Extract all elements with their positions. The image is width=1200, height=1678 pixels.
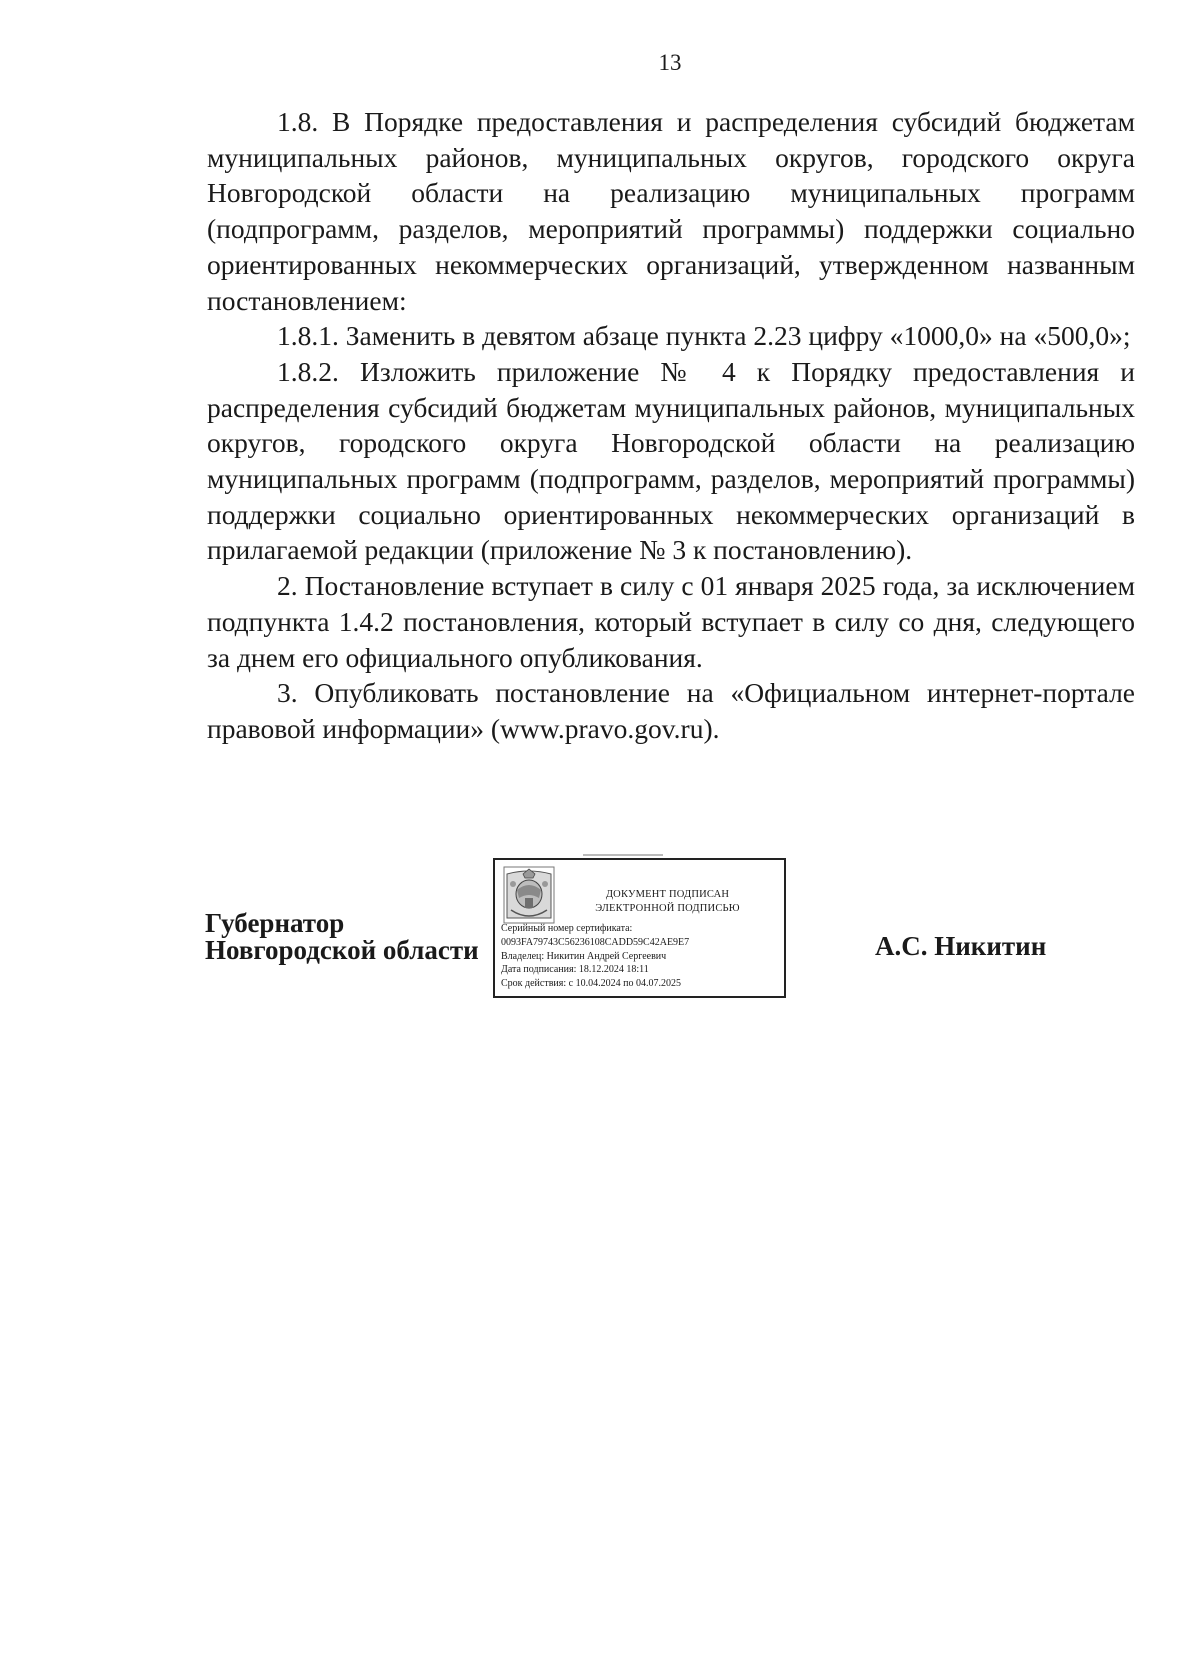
- stamp-validity: Срок действия: с 10.04.2024 по 04.07.2025: [501, 978, 681, 990]
- electronic-signature-stamp: [493, 858, 786, 998]
- signatory-position-line1: Губернатор: [205, 908, 345, 938]
- stamp-owner: Владелец: Никитин Андрей Сергеевич: [501, 950, 667, 962]
- signature-block: [0, 858, 1200, 1008]
- stamp-header-line2: ЭЛЕКТРОННОЙ ПОДПИСЬЮ: [595, 903, 740, 914]
- paragraph-1-8-1: 1.8.1. Заменить в девятом абзаце пункта 2.23 цифру «1000,0» на «500,0»;: [277, 320, 1131, 352]
- stamp-details: [501, 922, 689, 991]
- signatory-name: А.С. Никитин: [875, 931, 1047, 961]
- signatory-position: [205, 910, 479, 964]
- paragraph-2: 2. Постановление вступает в силу с 01 января 2025 года, за исключением подпункта 1.4.2 постановления, который вступает в силу со дня, следующего за днем его официального опубликования.: [207, 570, 1135, 673]
- stamp-signed-date: Дата подписания: 18.12.2024 18:11: [501, 964, 649, 976]
- stamp-header-line1: ДОКУМЕНТ ПОДПИСАН: [605, 889, 730, 900]
- page-number: 13: [658, 50, 682, 75]
- stamp-header: [560, 888, 775, 916]
- paragraph-3: 3. Опубликовать постановление на «Официальном интернет-портале правовой информации» (www.pravo.gov.ru).: [207, 677, 1135, 744]
- document-body: [207, 104, 1135, 747]
- signatory-position-line2: Новгородской области: [205, 935, 479, 965]
- coat-of-arms-icon: [503, 866, 555, 924]
- stamp-serial-label: Серийный номер сертификата:: [501, 923, 633, 934]
- paragraph-1-8: 1.8. В Порядке предоставления и распределения субсидий бюджетам муниципальных районов, муниципальных округов, городского округа Новгородской области на реализацию муниципальных программ (подпрограмм, разделов, мероприятий программы) поддержки социально ориентированных некоммерческих организаций, утвержденном названным постановлением:: [207, 106, 1135, 316]
- paragraph-1-8-2: 1.8.2. Изложить приложение № 4 к Порядку предоставления и распределения субсидий бюджетам муниципальных районов, муниципальных округов, городского округа Новгородской области на реализацию муниципальных программ (подпрограмм, разделов, мероприятий программы) поддержки социально ориентированных некоммерческих организаций в прилагаемой редакции (приложение № 3 к постановлению).: [207, 355, 1135, 566]
- stamp-top-line: [583, 854, 663, 856]
- stamp-serial-value: 0093FA79743C56236108CADD59C42AE9E7: [501, 936, 690, 948]
